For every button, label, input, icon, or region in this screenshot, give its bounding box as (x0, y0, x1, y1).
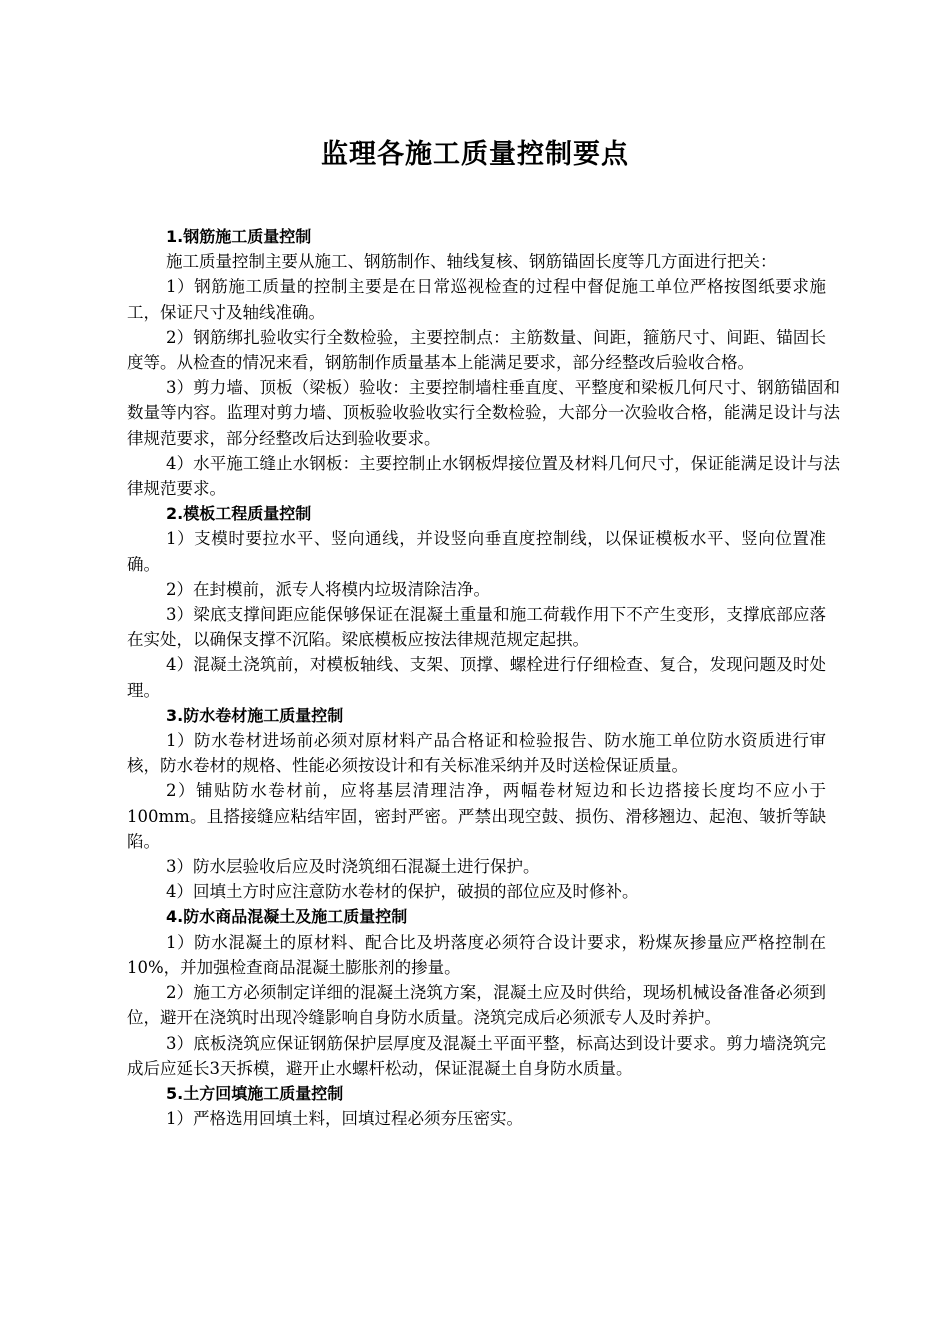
paragraph: 1）防水卷材进场前必须对原材料产品合格证和检验报告、防水施工单位防水资质进行审核，防水卷材的规格、性能必须按设计和有关标准采纳并及时送检保证质量。 (127, 731, 826, 776)
paragraph: 4）回填土方时应注意防水卷材的保护，破损的部位应及时修补。 (166, 882, 639, 902)
document-body (127, 224, 840, 1131)
paragraph: 1）严格选用回填土料，回填过程必须夯压密实。 (166, 1109, 523, 1129)
section-heading: 1.钢筋施工质量控制 (166, 227, 312, 246)
paragraph: 1）支模时要拉水平、竖向通线，并设竖向垂直度控制线，以保证模板水平、竖向位置准确。 (127, 529, 826, 574)
paragraph: 施工质量控制主要从施工、钢筋制作、轴线复核、钢筋锚固长度等几方面进行把关： (166, 252, 777, 272)
paragraph: 4）水平施工缝止水钢板：主要控制止水钢板焊接位置及材料几何尺寸，保证能满足设计与法律规范要求。 (127, 453, 840, 499)
paragraph: 1）钢筋施工质量的控制主要是在日常巡视检查的过程中督促施工单位严格按图纸要求施工，保证尺寸及轴线准确。 (127, 277, 826, 322)
document-title: 监理各施工质量控制要点 (321, 139, 629, 170)
paragraph: 3）底板浇筑应保证钢筋保护层厚度及混凝土平面平整，标高达到设计要求。剪力墙浇筑完成后应延长3天拆模，避开止水螺杆松动，保证混凝土自身防水质量。 (127, 1033, 826, 1078)
paragraph: 2）钢筋绑扎验收实行全数检验，主要控制点：主筋数量、间距，箍筋尺寸、间距、锚固长度等。从检查的情况来看，钢筋制作质量基本上能满足要求，部分经整改后验收合格。 (127, 327, 826, 373)
section-heading: 5.土方回填施工质量控制 (166, 1083, 344, 1103)
paragraph: 3）剪力墙、顶板（梁板）验收：主要控制墙柱垂直度、平整度和梁板几何尺寸、钢筋锚固和数量等内容。监理对剪力墙、顶板验收验收实行全数检验，大部分一次验收合格，能满足设计与法律规范要求，部分经整改后达到验收要求。 (127, 378, 840, 448)
paragraph: 2）铺贴防水卷材前，应将基层清理洁净，两幅卷材短边和长边搭接长度均不应小于100mm。且搭接缝应粘结牢固，密封严密。严禁出现空鼓、损伤、滑移翘边、起泡、皱折等缺陷。 (127, 781, 826, 851)
section-heading: 2.模板工程质量控制 (166, 504, 312, 524)
paragraph: 3）防水层验收后应及时浇筑细石混凝土进行保护。 (166, 857, 540, 877)
paragraph: 2）施工方必须制定详细的混凝土浇筑方案，混凝土应及时供给，现场机械设备准备必须到位，避开在浇筑时出现冷缝影响自身防水质量。浇筑完成后必须派专人及时养护。 (127, 983, 826, 1028)
paragraph: 3）梁底支撑间距应能保够保证在混凝土重量和施工荷载作用下不产生变形，支撑底部应落在实处，以确保支撑不沉陷。梁底模板应按法律规范规定起拱。 (127, 605, 826, 650)
section-heading: 4.防水商品混凝土及施工质量控制 (166, 907, 408, 927)
paragraph: 4）混凝土浇筑前，对模板轴线、支架、顶撑、螺栓进行仔细检查、复合，发现问题及时处理。 (127, 655, 826, 700)
section-heading: 3.防水卷材施工质量控制 (166, 705, 344, 725)
paragraph: 2）在封模前，派专人将模内垃圾清除洁净。 (166, 579, 490, 599)
paragraph: 1）防水混凝土的原材料、配合比及坍落度必须符合设计要求，粉煤灰掺量应严格控制在10%，并加强检查商品混凝土膨胀剂的掺量。 (127, 932, 826, 977)
